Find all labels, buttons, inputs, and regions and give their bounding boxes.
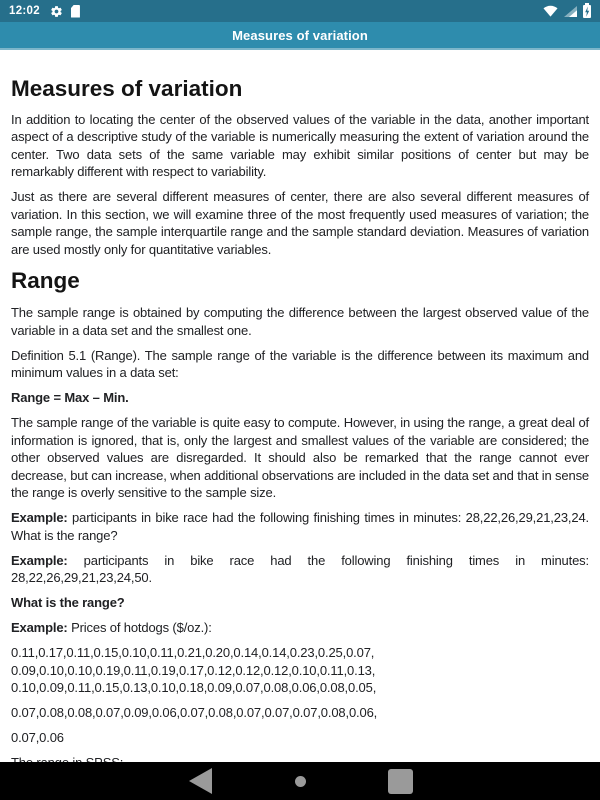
example-3: [11, 619, 589, 637]
back-button[interactable]: [150, 762, 250, 800]
example-1: [11, 509, 589, 544]
recents-icon: [388, 769, 413, 794]
question-what-is-range: What is the range?: [11, 595, 125, 610]
app-bar: [0, 22, 600, 50]
example-1-text: participants in bike race had the following finishing times in minutes: 28,22,26,29,21,23,24. What is the range?: [11, 510, 589, 543]
paragraph-intro-2: Just as there are several different measures of center, there are also several different measures of variation. In this section, we will examine three of the most frequently used measures of variation; the sample range, the sample interquartile range and the sample standard deviation. Measures of variation are used mostly only for quantitative variables.: [11, 189, 589, 257]
wifi-icon: [543, 5, 558, 17]
prices-line-2: 0.09,0.10,0.10,0.19,0.11,0.19,0.17,0.12,0.12,0.12,0.10,0.11,0.13,: [11, 662, 376, 678]
example-3-text: Prices of hotdogs ($/oz.):: [71, 620, 212, 635]
formula-range: Range = Max – Min.: [11, 390, 129, 405]
clock: 12:02: [9, 5, 40, 17]
prices-line-1: 0.11,0.17,0.11,0.15,0.10,0.11,0.21,0.20,0.14,0.14,0.23,0.25,0.07,: [11, 645, 375, 660]
section-title-range: Range: [11, 268, 80, 293]
example-2: [11, 552, 589, 587]
status-bar: [0, 0, 600, 22]
example-3-label: Example:: [11, 620, 68, 635]
paragraph-range-discussion: The sample range of the variable is quite easy to compute. However, in using the range, a great deal of information is ignored, that is, only the largest and smallest values of the variable are considered; the other observed values are disregarded. It should also be remarked that the range cannot ever decrease, but can increase, when additional observations are included in the data set and that in sense the range is overly sensitive to the sample size.: [11, 415, 589, 500]
home-button[interactable]: [250, 762, 350, 800]
battery-charging-icon: [583, 5, 591, 18]
app-bar-title: Measures of variation: [232, 27, 368, 43]
page-title: Measures of variation: [11, 76, 243, 101]
back-icon: [189, 768, 212, 794]
example-1-label: Example:: [11, 510, 68, 525]
prices-block: [11, 644, 589, 697]
gear-icon: [50, 5, 63, 18]
sd-card-icon: [71, 5, 80, 18]
document-content[interactable]: [0, 50, 600, 779]
prices-line-5: 0.07,0.06: [11, 730, 64, 745]
recents-button[interactable]: [350, 762, 450, 800]
prices-line-3: 0.10,0.09,0.11,0.15,0.13,0.10,0.18,0.09,0.07,0.08,0.06,0.08,0.05,: [11, 680, 377, 695]
paragraph-definition-5-1: Definition 5.1 (Range). The sample range of the variable is the difference between its maximum and minimum values in a data set:: [11, 347, 589, 380]
signal-icon: [564, 6, 577, 17]
example-2-text: participants in bike race had the following finishing times in minutes: 28,22,26,29,21,23,24,50.: [11, 552, 589, 585]
paragraph-intro-1: In addition to locating the center of the observed values of the variable in the data, another important aspect of a descriptive study of the variable is numerically measuring the extent of variation around the center. Two data sets of the same variable may exhibit similar positions of center but may be remarkably different with respect to variability.: [11, 111, 589, 179]
home-icon: [295, 776, 306, 787]
example-2-label: Example:: [11, 552, 68, 568]
paragraph-range-definition-intro: The sample range is obtained by computing the difference between the largest observed value of the variable in a data set and the smallest one.: [11, 305, 589, 338]
prices-line-4: 0.07,0.08,0.08,0.07,0.09,0.06,0.07,0.08,0.07,0.07,0.07,0.08,0.06,: [11, 705, 378, 720]
navigation-bar: [0, 762, 600, 800]
